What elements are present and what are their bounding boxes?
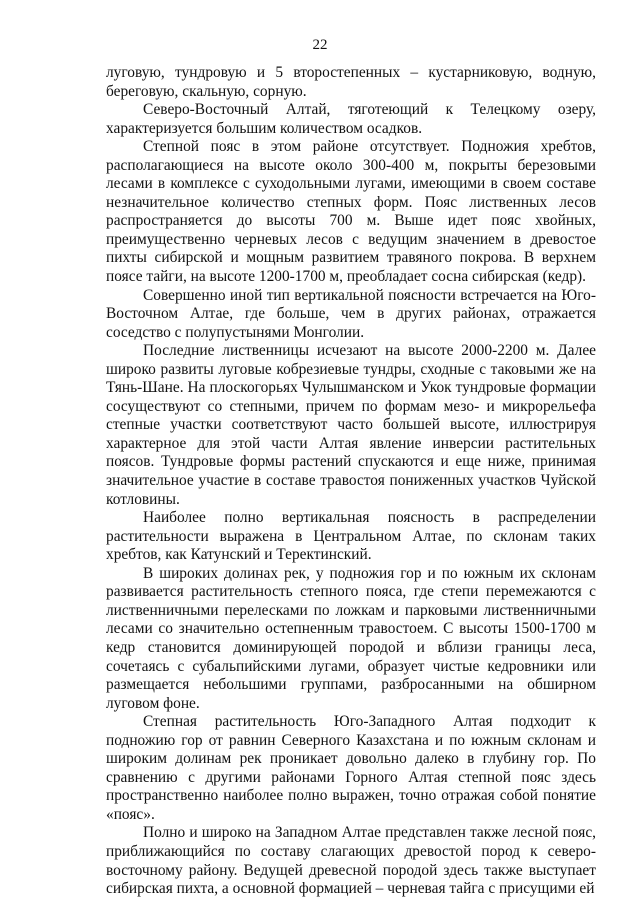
paragraph-western-altai: Полно и широко на Западном Алтае представлен также лесной пояс, приближающийся по составу слагающих древостой пород к северо-восточному району. Ведущей древесной породой здесь также выступает сибирская пихта, а основной формацией – черневая тайга с присущими ей [106, 824, 596, 898]
paragraph-southeast-altai: Совершенно иной тип вертикальной поясности встречается на Юго-Восточном Алтае, где больше, чем в других районах, отражается соседство с полупустынями Монголии. [106, 286, 596, 341]
paragraph-southwest-altai: Степная растительность Юго-Западного Алтая подходит к подножию гор от равнин Северного Казахстана и по южным склонам и широким долинам рек проникает довольно далеко в глубину гор. По сравнению с другими районами Горного Алтая степной пояс здесь пространственно наиболее полно выражен, точно отражая собой понятие «пояс». [106, 713, 596, 823]
paragraph-river-valleys: В широких долинах рек, у подножия гор и по южным их склонам развивается растительность степного пояса, где степи перемежаются с лиственничными перелесками по ложкам и парковыми лиственничными лесами со значительно остепненным травостоем. С высоты 1500-1700 м кедр становится доминирующей породой и вблизи границы леса, сочетаясь с субальпийскими лугами, образует чистые кедровники или размещается небольшими группами, разбросанными на обширном луговом фоне. [106, 564, 596, 712]
page-number: 22 [312, 37, 328, 53]
paragraph-tundra: Последние лиственницы исчезают на высоте 2000-2200 м. Далее широко развиты луговые кобрезиевые тундры, сходные с таковыми же на Тянь-Шане. На плоскогорьях Чулышманском и Укок тундровые формации сосуществуют со степными, причем по формам мезо- и микрорельефа степные участки соответствуют часто большей высоте, иллюстрируя характерное для этой части Алтая явление инверсии растительных поясов. Тундровые формы растений спускаются и еще ниже, принимая значительное участие в составе травостоя пониженных участков Чуйской котловины. [106, 342, 596, 508]
paragraph-steppe-belt-absent: Степной пояс в этом районе отсутствует. Подножия хребтов, располагающиеся на высоте около 300-400 м, покрыты березовыми лесами в комплексе с суходольными лугами, имеющими в своем составе незначительное количество степных форм. Пояс лиственных лесов распространяется до высоты 700 м. Выше идет пояс хвойных, преимущественно черневых лесов с ведущим значением в древостое пихты сибирской и мощным развитием травяного покрова. В верхнем поясе тайги, на высоте 1200-1700 м, преобладает сосна сибирская (кедр). [106, 138, 596, 286]
body-text [106, 64, 596, 899]
paragraph-northeast-altai: Северо-Восточный Алтай, тяготеющий к Телецкому озеру, характеризуется большим количеством осадков. [106, 101, 596, 137]
paragraph-continuation: луговую, тундровую и 5 второстепенных – кустарниковую, водную, береговую, скальную, сорную. [106, 64, 596, 100]
paragraph-central-altai: Наиболее полно вертикальная поясность в распределении растительности выражена в Центральном Алтае, по склонам таких хребтов, как Катунский и Теректинский. [106, 509, 596, 564]
